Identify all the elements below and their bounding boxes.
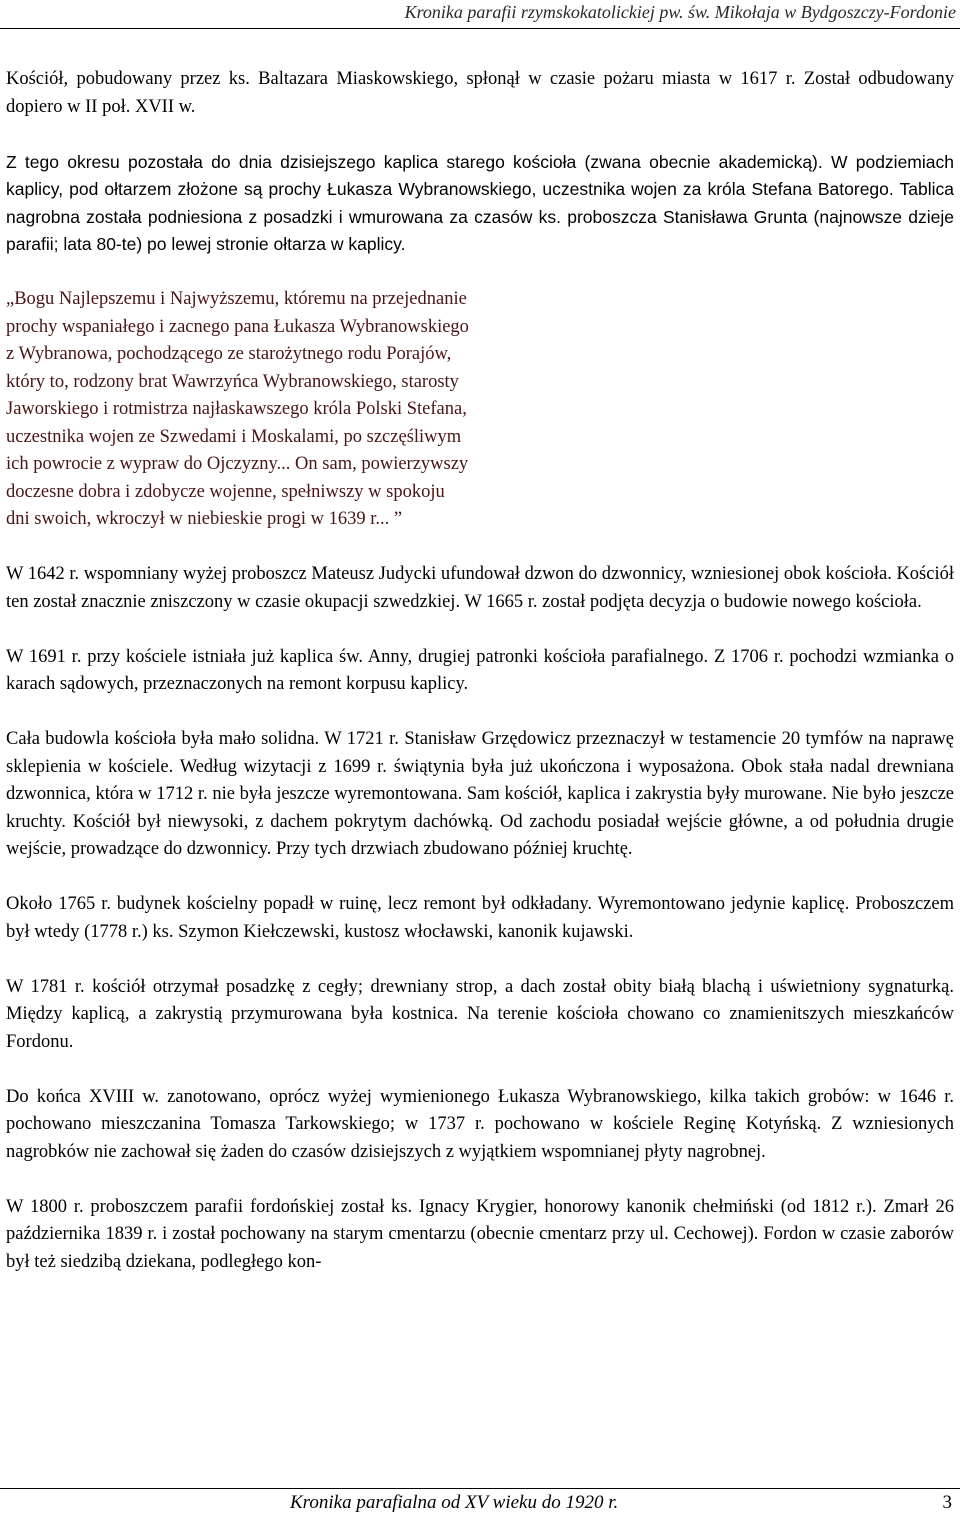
paragraph-9: W 1800 r. proboszczem parafii fordońskiej został ks. Ignacy Krygier, honorowy kanonik chełmiński (od 1812 r.). Zmarł 26 października 1839 r. i został pochowany na starym cmentarzu (obecnie cmentarz przy ul. Cechowej). Fordon w czasie zaborów był też siedzibą dziekana, podległego kon- bbox=[6, 1196, 954, 1272]
paragraph-1: Kościół, pobudowany przez ks. Baltazara Miaskowskiego, spłonął w czasie pożaru miasta w 1617 r. Został odbudowany dopiero w II poł. XVII w. bbox=[6, 69, 954, 117]
quote-line: z Wybranowa, pochodzącego ze starożytnego rodu Porajów, bbox=[6, 344, 452, 364]
quote-line: Jaworskiego i rotmistrza najłaskawszego króla Polski Stefana, bbox=[6, 399, 467, 419]
quote-line: prochy wspaniałego i zacnego pana Łukasza Wybranowskiego bbox=[6, 316, 469, 337]
footer-divider bbox=[0, 1488, 960, 1489]
quote-line: uczestnika wojen ze Szwedami i Moskalami, po szczęśliwym bbox=[6, 426, 462, 447]
quote-line: „Bogu Najlepszemu i Najwyższemu, któremu na przejednanie bbox=[6, 289, 467, 309]
quote-line: doczesne dobra i zdobycze wojenne, spełniwszy w spokoju bbox=[6, 481, 445, 502]
paragraph-5: Cała budowla kościoła była mało solidna. W 1721 r. Stanisław Grzędowicz przeznaczył w testamencie 20 tymfów na naprawę sklepienia w kościele. Według wizytacji z 1699 r. świątynia była już ukończona i wyposażona. Obok stała nadal drewniana dzwonnica, która w 1712 r. nie była jeszcze wyremontowana. Sam kościół, kaplica i zakrystia były murowane. Nie było jeszcze kruchty. Kościół był niewysoki, z dachem pokrytym dachówką. Od zachodu posiadał wejście główne, a od południa drugie wejście, prowadzące do dzwonnicy. Przy tych drzwiach zbudowano później kruchtę. bbox=[6, 729, 954, 859]
paragraph-4: W 1691 r. przy kościele istniała już kaplica św. Anny, drugiej patronki kościoła parafialnego. Z 1706 r. pochodzi wzmianka o karach sądowych, przeznaczonych na remont korpusu kaplicy. bbox=[6, 646, 954, 694]
paragraph-2: Z tego okresu pozostała do dnia dzisiejszego kaplica starego kościoła (zwana obecnie akademicką). W podziemiach kaplicy, pod ołtarzem złożone są prochy Łukasza Wybranowskiego, uczestnika wojen za króla Stefana Batorego. Tablica nagrobna została podniesiona z posadzki i wmurowana za czasów ks. proboszcza Stanisława Grunta (najnowsze dzieje parafii; lata 80-te) po lewej stronie ołtarza w kaplicy. bbox=[6, 151, 954, 254]
page-number: 3 bbox=[942, 1492, 952, 1513]
paragraph-6: Około 1765 r. budynek kościelny popadł w ruinę, lecz remont był odkładany. Wyremontowano jedynie kaplicę. Proboszczem był wtedy (1778 r.) ks. Szymon Kiełczewski, kustosz włocławski, kanonik kujawski. bbox=[6, 894, 954, 942]
quote-line: który to, rodzony brat Wawrzyńca Wybranowskiego, starosty bbox=[6, 371, 459, 392]
page-header bbox=[0, 0, 960, 29]
header-title: Kronika parafii rzymskokatolickiej pw. św. Mikołaja w Bydgoszczy-Fordonie bbox=[404, 2, 956, 22]
paragraph-7: W 1781 r. kościół otrzymał posadzkę z cegły; drewniany strop, a dach został obity białą blachą i uświetniony sygnaturką. Między kaplicą, a zakrystią przymurowana była kostnica. Na terenie kościoła chowano co znamienitszych mieszkańców Fordonu. bbox=[6, 976, 954, 1052]
epitaph-quote bbox=[6, 286, 954, 534]
document-body bbox=[6, 66, 954, 1304]
page-footer bbox=[0, 1488, 960, 1515]
quote-line: dni swoich, wkroczył w niebieskie progi w 1639 r... ” bbox=[6, 509, 403, 529]
paragraph-8: Do końca XVIII w. zanotowano, oprócz wyżej wymienionego Łukasza Wybranowskiego, kilka takich grobów: w 1646 r. pochowano mieszczanina Tomasza Tarkowskiego; w 1737 r. pochowano w kościele Reginę Kotyńską. Z wzniesionych nagrobków nie zachował się żaden do czasów dzisiejszych z wyjątkiem wspomnianej płyty nagrobnej. bbox=[6, 1086, 954, 1162]
footer-title: Kronika parafialna od XV wieku do 1920 r. bbox=[290, 1492, 619, 1513]
paragraph-3: W 1642 r. wspomniany wyżej proboszcz Mateusz Judycki ufundował dzwon do dzwonnicy, wzniesionej obok kościoła. Kościół ten został znacznie zniszczony w czasie okupacji szwedzkiej. W 1665 r. został podjęta decyzja o budowie nowego kościoła. bbox=[6, 564, 954, 612]
quote-line: ich powrocie z wypraw do Ojczyzny... On sam, powierzywszy bbox=[6, 454, 469, 474]
